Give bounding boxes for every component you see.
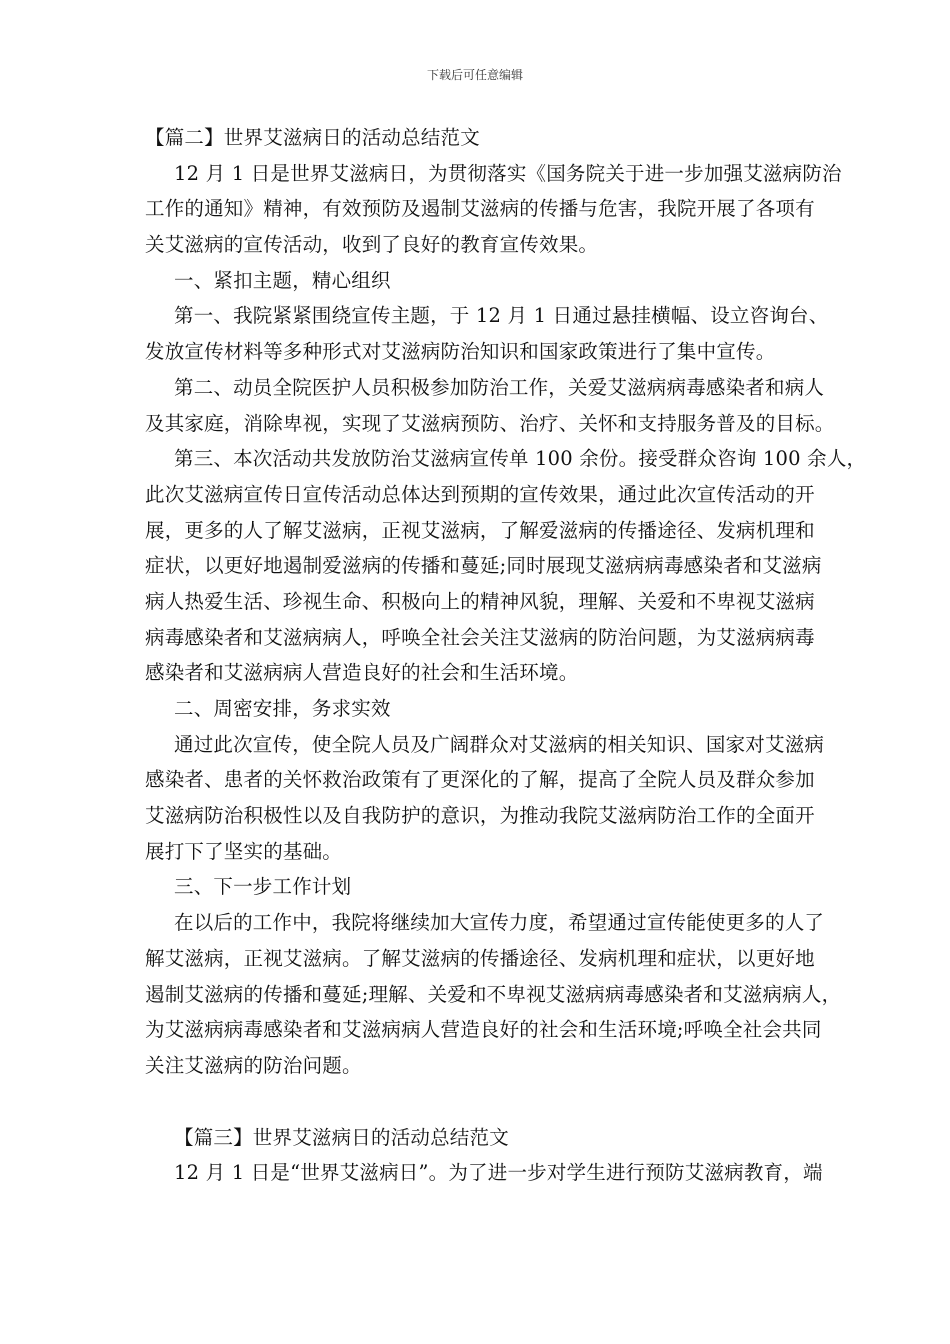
- paragraph-line: 关注艾滋病的防治问题。: [145, 1053, 362, 1077]
- subheading: 二、周密安排，务求实效: [174, 697, 391, 720]
- section-gap: [145, 1084, 815, 1120]
- paragraph-line: 病毒感染者和艾滋病病人，呼唤全社会关注艾滋病的防治问题，为艾滋病病毒: [145, 625, 815, 649]
- paragraph-line: 病人热爱生活、珍视生命、积极向上的精神风貌，理解、关爱和不卑视艾滋病: [145, 589, 815, 613]
- page-header: 下载后可任意编辑: [426, 68, 523, 82]
- paragraph-line: 为艾滋病病毒感染者和艾滋病病人营造良好的社会和生活环境;呼唤全社会共同: [145, 1018, 822, 1042]
- paragraph-line: 在以后的工作中，我院将继续加大宣传力度，希望通过宣传能使更多的人了: [174, 911, 825, 935]
- paragraph-line: 此次艾滋病宣传日宣传活动总体达到预期的宣传效果，通过此次宣传活动的开: [145, 482, 815, 506]
- subheading: 三、下一步工作计划: [174, 875, 352, 899]
- paragraph-line: 第一、我院紧紧围绕宣传主题，于 12 月 1 日通过悬挂横幅、设立咨询台、: [174, 304, 829, 328]
- paragraph-line: 通过此次宣传，使全院人员及广阔群众对艾滋病的相关知识、国家对艾滋病: [174, 732, 825, 756]
- paragraph-line: 及其家庭，消除卑视，实现了艾滋病预防、治疗、关怀和支持服务普及的目标。: [145, 411, 835, 435]
- paragraph-line: 艾滋病防治积极性以及自我防护的意识，为推动我院艾滋病防治工作的全面开: [145, 804, 815, 828]
- paragraph-line: 症状，以更好地遏制爱滋病的传播和蔓延;同时展现艾滋病病毒感染者和艾滋病: [145, 554, 822, 578]
- paragraph-line: 12 月 1 日是世界艾滋病日，为贯彻落实《国务院关于进一步加强艾滋病防治: [174, 161, 842, 185]
- paragraph-line: 第三、本次活动共发放防治艾滋病宣传单 100 余份。接受群众咨询 100 余人，: [174, 447, 867, 471]
- paragraph-line: 关艾滋病的宣传活动，收到了良好的教育宣传效果。: [145, 233, 599, 257]
- paragraph-line: 12 月 1 日是“世界艾滋病日”。为了进一步对学生进行预防艾滋病教育，端: [174, 1161, 823, 1185]
- paragraph-line: 发放宣传材料等多种形式对艾滋病防治知识和国家政策进行了集中宣传。: [145, 340, 776, 364]
- paragraph-line: 展打下了坚实的基础。: [145, 839, 343, 863]
- paragraph-line: 感染者、患者的关怀救治政策有了更深化的了解，提高了全院人员及群众参加: [145, 768, 815, 792]
- paragraph-line: 展，更多的人了解艾滋病，正视艾滋病，了解爱滋病的传播途径、发病机理和: [145, 518, 815, 542]
- paragraph-line: 工作的通知》精神，有效预防及遏制艾滋病的传播与危害，我院开展了各项有: [145, 197, 815, 221]
- paragraph-line: 感染者和艾滋病病人营造良好的社会和生活环境。: [145, 661, 579, 685]
- subheading: 一、紧扣主题，精心组织: [174, 268, 391, 292]
- paragraph-line: 第二、动员全院医护人员积极参加防治工作，关爱艾滋病病毒感染者和病人: [174, 375, 825, 399]
- section-title-3: 【篇三】世界艾滋病日的活动总结范文: [174, 1125, 509, 1149]
- document-body: [145, 120, 867, 1191]
- section-title-2: 【篇二】世界艾滋病日的活动总结范文: [145, 126, 480, 149]
- paragraph-line: 解艾滋病，正视艾滋病。了解艾滋病的传播途径、发病机理和症状，以更好地: [145, 946, 815, 970]
- paragraph-line: 遏制艾滋病的传播和蔓延;理解、关爱和不卑视艾滋病病毒感染者和艾滋病病人，: [145, 982, 842, 1006]
